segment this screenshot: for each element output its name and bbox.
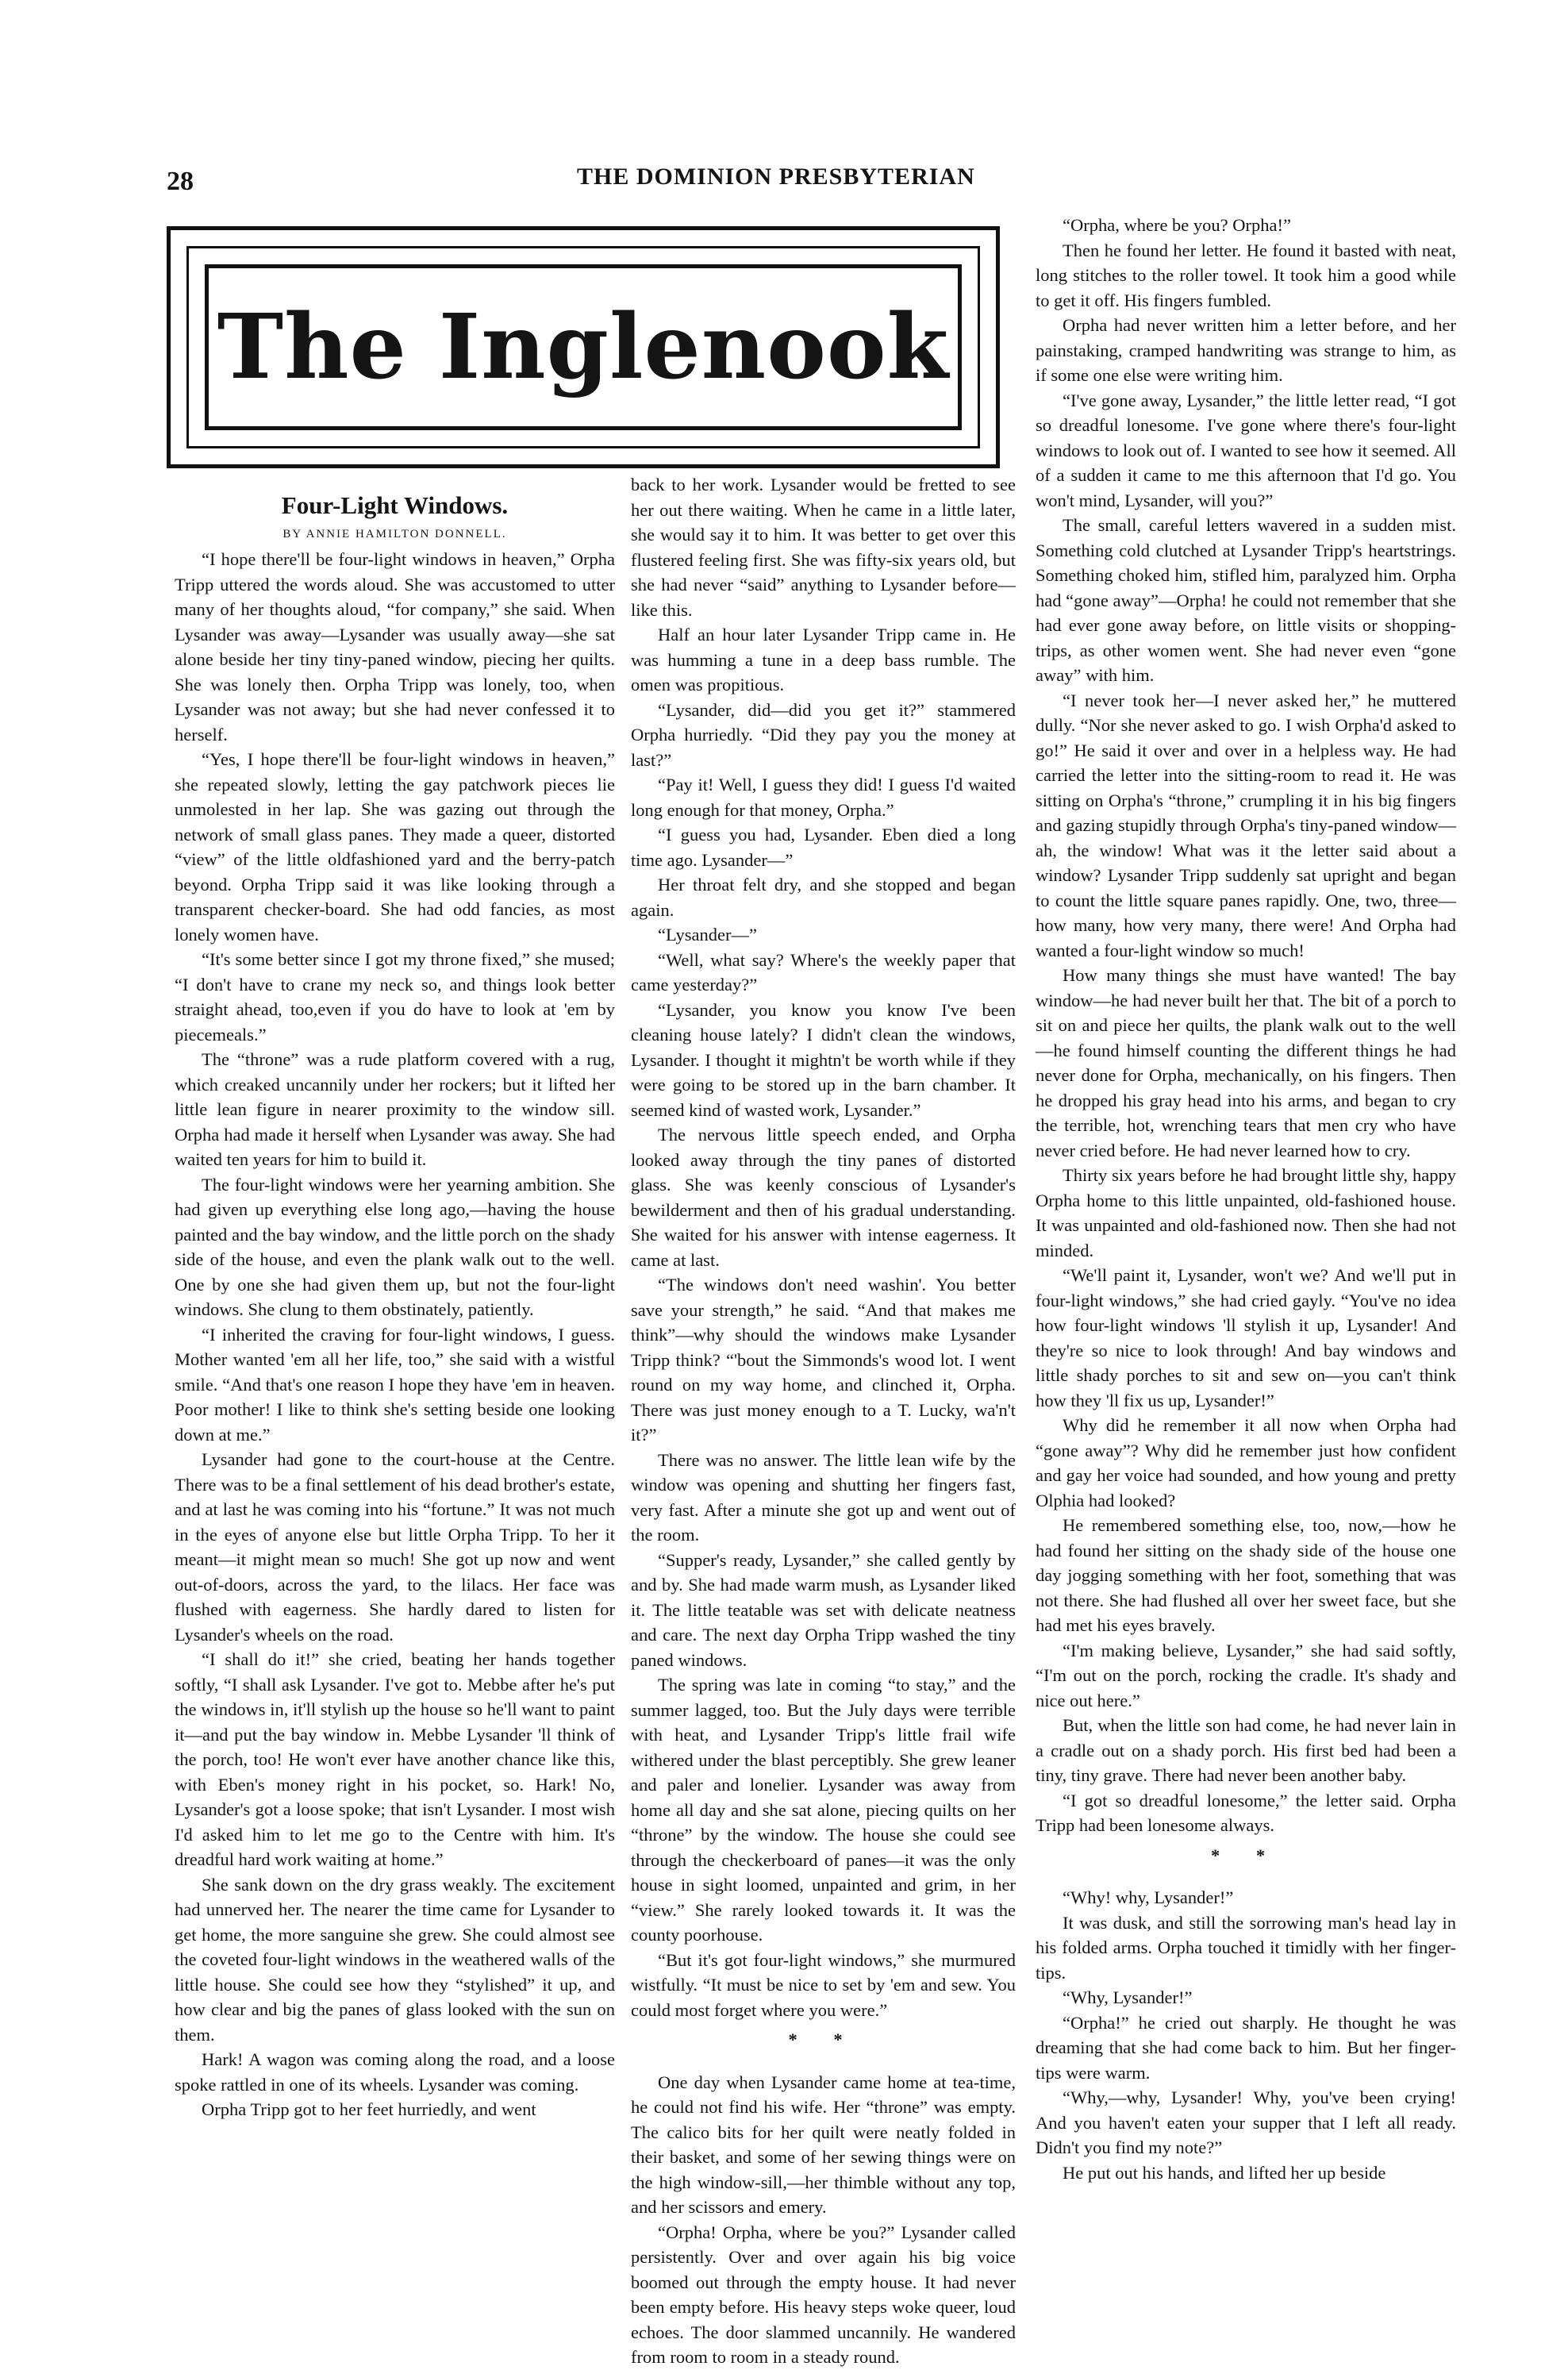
- paragraph: “Orpha!” he cried out sharply. He thought he was dreaming that she had come back to him. But her finger-tips were warm.: [1036, 2012, 1456, 2083]
- section-title: The Inglenook: [217, 295, 950, 399]
- paragraph: “Lysander, you know you know I've been cleaning house lately? I didn't clean the windows, Lysander. I thought it mightn't be worth while if they were going to be stored up in the barn chamber. It seemed kind of wasted work, Lysander.”: [631, 999, 1016, 1120]
- paragraph: He put out his hands, and lifted her up beside: [1063, 2162, 1386, 2183]
- paragraph: The “throne” was a rude platform covered with a rug, which creaked uncannily under her rockers; but it lifted her little lean figure in nearer proximity to the window sill. Orpha had made it herself when Lysander was away. She had waited ten years for him to build it.: [175, 1049, 615, 1169]
- paragraph: One day when Lysander came home at tea-time, he could not find his wife. Her “throne” was empty. The calico bits for her quilt were neatly folded in their basket, and some of her sewing things were on the high window-sill,—her thimble without any top, and her scissors and emery.: [631, 2072, 1016, 2217]
- column-1: [175, 488, 615, 2122]
- column-2-body-bottom: [631, 2070, 1016, 2370]
- paragraph: She sank down on the dry grass weakly. The excitement had unnerved her. The nearer the time came for Lysander to get home, the more sanguine she grew. She could almost see the coveted four-light windows in the weathered walls of the little house. She could see how they “stylished” it up, and how clear and big the panes of glass looked with the sun on them.: [175, 1874, 615, 2045]
- paragraph: Lysander had gone to the court-house at the Centre. There was to be a final settlement of his dead brother's estate, and at last he was coming into his “fortune.” It was not much in the eyes of anyone else but little Orpha Tripp. To her it meant—it might mean so much! She got up now and went out-of-doors, across the yard, to the lilacs. Her face was flushed with eagerness. She hardly dared to listen for Lysander's wheels on the road.: [175, 1449, 615, 1645]
- paragraph: “Well, what say? Where's the weekly paper that came yesterday?”: [631, 949, 1016, 995]
- paragraph: “I got so dreadful lonesome,” the letter said. Orpha Tripp had been lonesome always.: [1036, 1790, 1456, 1835]
- page-number: 28: [167, 167, 194, 196]
- paragraph: The nervous little speech ended, and Orpha looked away through the tiny panes of distorted glass. She was keenly conscious of Lysander's bewilderment and then of his gradual understanding. She waited for his answer with intense eagerness. It came at last.: [631, 1125, 1016, 1270]
- paragraph: “I shall do it!” she cried, beating her hands together softly, “I shall ask Lysander. I've got to. Mebbe after he's put the windows in, it'll stylish up the house so he'll want to paint it—and put the bay window in. Mebbe Lysander 'll think of the porch, too! He won't ever have another chance like this, with Eben's money right in his pocket, so. Hark! No, Lysander's got a loose spoke; that isn't Lysander. I most wish I'd asked him to let me go to the Centre with him. It's dreadful hard work waiting at home.”: [175, 1649, 615, 1869]
- column-3-body-top: [1036, 213, 1456, 1838]
- paragraph: “I guess you had, Lysander. Eben died a long time ago. Lysander—”: [631, 825, 1016, 870]
- paragraph: “Supper's ready, Lysander,” she called gently by and by. She had made warm mush, as Lysander liked it. The little teatable was set with delicate neatness and care. The next day Orpha Tripp washed the tiny paned windows.: [631, 1549, 1016, 1670]
- paragraph: “But it's got four-light windows,” she murmured wistfully. “It must be nice to set by 'em and sew. You could most forget where you were.”: [631, 1949, 1016, 2020]
- column-1-body: [175, 547, 615, 2122]
- paragraph: The four-light windows were her yearning ambition. She had given up everything else long ago,—having the house painted and the bay window, and the little porch on the shady side of the house, and even the plank walk out to the well. One by one she had given them up, but not the four-light windows. She clung to them obstinately, patiently.: [175, 1174, 615, 1319]
- paragraph: “I hope there'll be four-light windows in heaven,” Orpha Tripp uttered the words aloud. She was accustomed to utter many of her thoughts aloud, “for company,” she said. When Lysander was away—Lysander was usually away—she sat alone beside her tiny tiny-paned window, piecing her quilts. She was lonely then. Orpha Tripp was lonely, too, when Lysander was not away; but she had never confessed it to herself.: [175, 549, 615, 744]
- paragraph: “Orpha, where be you? Orpha!”: [1063, 215, 1291, 235]
- paragraph: “Yes, I hope there'll be four-light windows in heaven,” she repeated slowly, letting the gay patchwork pieces lie unmolested in her lap. She was gazing out through the network of small glass panes. They made a queer, distorted “view” of the little oldfashioned yard and the berry-patch beyond. Orpha Tripp said it was like looking through a transparent checker-board. She had odd fancies, as most lonely women have.: [175, 749, 615, 945]
- paragraph: “I've gone away, Lysander,” the little letter read, “I got so dreadful lonesome. I've gone where there's four-light windows to look out of. I wanted to see how it seemed. All of a sudden it came to me this afternoon that I'd go. You won't mind, Lysander, will you?”: [1036, 390, 1456, 510]
- article-byline: BY ANNIE HAMILTON DONNELL.: [282, 528, 507, 541]
- paragraph: Why did he remember it all now when Orpha had “gone away”? Why did he remember just how confident and gay her voice had sounded, and how young and pretty Olphia had looked?: [1036, 1415, 1456, 1510]
- paragraph: But, when the little son had come, he had never lain in a cradle out on a shady porch. His first bed had been a tiny, tiny grave. There had never been another baby.: [1036, 1715, 1456, 1785]
- paragraph: “I'm making believe, Lysander,” she had said softly, “I'm out on the porch, rocking the cradle. It's shady and nice out here.”: [1036, 1640, 1456, 1710]
- article-title: Four-Light Windows.: [281, 491, 509, 519]
- paragraph: “The windows don't need washin'. You better save your strength,” he said. “And that makes me think”—why should the windows make Lysander Tripp think? “'bout the Simmonds's wood lot. I went round on my way home, and clinched it, Orpha. There was just money enough to a T. Lucky, wa'n't it?”: [631, 1275, 1016, 1445]
- paragraph: “Orpha! Orpha, where be you?” Lysander called persistently. Over and over again his big voice boomed out through the empty house. It had never been empty before. His heavy steps woke queer, loud echoes. The door slammed uncannily. He wandered from room to room in a steady round.: [631, 2222, 1016, 2367]
- column-3: [1036, 213, 1456, 2185]
- paragraph: “Lysander, did—did you get it?” stammered Orpha hurriedly. “Did they pay you the money at last?”: [631, 699, 1016, 770]
- paragraph: Her throat felt dry, and she stopped and began again.: [631, 875, 1016, 920]
- paragraph: “I inherited the craving for four-light windows, I guess. Mother wanted 'em all her life, too,” she said with a wistful smile. “And that's one reason I hope they have 'em in heaven. Poor mother! I like to think she's setting beside one looking down at me.”: [175, 1324, 615, 1445]
- paragraph: There was no answer. The little lean wife by the window was opening and shutting her fingers fast, very fast. After a minute she got up and went out of the room.: [631, 1449, 1016, 1545]
- paragraph: “Pay it! Well, I guess they did! I guess I'd waited long enough for that money, Orpha.”: [631, 775, 1016, 820]
- section-break: * *: [1210, 1845, 1282, 1865]
- section-break: * *: [788, 2030, 859, 2049]
- publication-title: THE DOMINION PRESBYTERIAN: [577, 164, 975, 190]
- paragraph: He remembered something else, too, now,—how he had found her sitting on the shady side of the house one day jogging something with her foot, something that was not there. She had flushed all over her sweet face, but she had met his eyes bravely.: [1036, 1515, 1456, 1635]
- paragraph: The spring was late in coming “to stay,” and the summer lagged, too. But the July days were terrible with heat, and Lysander Tripp's little frail wife withered under the blast perceptibly. She grew leaner and paler and lonelier. Lysander was away from home all day and she sat alone, piecing quilts on her “throne” by the window. The house she could see through the checkerboard of panes—it was the only house in sight loomed, unpainted and grim, in her “view.” She rarely looked towards it. It was the county poorhouse.: [631, 1675, 1016, 1945]
- column-3-body-bottom: [1036, 1885, 1456, 2185]
- paragraph: “Lysander—”: [658, 925, 757, 945]
- paragraph: Then he found her letter. He found it basted with neat, long stitches to the roller towel. It took him a good while to get it off. His fingers fumbled.: [1036, 240, 1456, 310]
- paragraph: Hark! A wagon was coming along the road, and a loose spoke rattled in one of its wheels. Lysander was coming.: [175, 2049, 615, 2095]
- paragraph: back to her work. Lysander would be fretted to see her out there waiting. When he came in a little later, she would say it to him. It was better to get over this flustered feeling first. She was fifty-six years old, but she had never “said” anything to Lysander before—like this.: [631, 475, 1016, 620]
- paragraph: The small, careful letters wavered in a sudden mist. Something cold clutched at Lysander Tripp's heartstrings. Something choked him, stifled him, paralyzed him. Orpha had “gone away”—Orpha! he could not remember that she had ever gone away before, on little visits or shopping-trips, as other women went. She had never even “gone away” with him.: [1036, 515, 1456, 685]
- paragraph: “We'll paint it, Lysander, won't we? And we'll put in four-light windows,” she had cried gayly. “You've no idea how four-light windows 'll stylish it up, Lysander! And they're so nice to look through! And bay windows and little shady porches to sit and sew on—you can't think how they 'll fix us up, Lysander!”: [1036, 1265, 1456, 1410]
- paragraph: “Why! why, Lysander!”: [1063, 1887, 1234, 1907]
- paragraph: “Why, Lysander!”: [1063, 1987, 1193, 2007]
- paragraph: “It's some better since I got my throne fixed,” she mused; “I don't have to crane my neck so, and things look better straight ahead, too,even if you do have to look at 'em by piecemeals.”: [175, 949, 615, 1045]
- column-2-body-top: [631, 472, 1016, 2022]
- paragraph: It was dusk, and still the sorrowing man's head lay in his folded arms. Orpha touched it timidly with her finger-tips.: [1036, 1912, 1456, 1983]
- paragraph: Orpha Tripp got to her feet hurriedly, and went: [202, 2099, 536, 2119]
- paragraph: Thirty six years before he had brought little shy, happy Orpha home to this little unpainted, old-fashioned house. It was unpainted and old-fashioned now. Then she had not minded.: [1036, 1165, 1456, 1260]
- paragraph: Half an hour later Lysander Tripp came in. He was humming a tune in a deep bass rumble. The omen was propitious.: [631, 625, 1016, 694]
- paragraph: “Why,—why, Lysander! Why, you've been crying! And you haven't eaten your supper that I left all ready. Didn't you find my note?”: [1036, 2087, 1456, 2157]
- column-2: [631, 472, 1016, 2370]
- paragraph: Orpha had never written him a letter before, and her painstaking, cramped handwriting was strange to him, as if some one else were writing him.: [1036, 315, 1456, 385]
- paragraph: “I never took her—I never asked her,” he muttered dully. “Nor she never asked to go. I wish Orpha'd asked to go!” He said it over and over in a helpless way. He had carried the letter into the sitting-room to read it. He was sitting on Orpha's “throne,” crumpling it in his big fingers and gazing stupidly through Orpha's tiny-paned window—ah, the window! What was it the letter said about a window? Lysander Tripp suddenly sat upright and began to count the little square panes rapidly. One, two, three—how many, how very many, there were! And Orpha had wanted a four-light window so much!: [1036, 690, 1456, 960]
- paragraph: How many things she must have wanted! The bay window—he had never built her that. The bit of a porch to sit on and piece her quilts, the plank walk out to the well—he found himself counting the different things he had never done for Orpha, mechanically, on his fingers. Then he dropped his gray head into his arms, and began to cry the terrible, hot, wrenching tears that men cry who have never cried before. He had never learned how to cry.: [1036, 965, 1456, 1160]
